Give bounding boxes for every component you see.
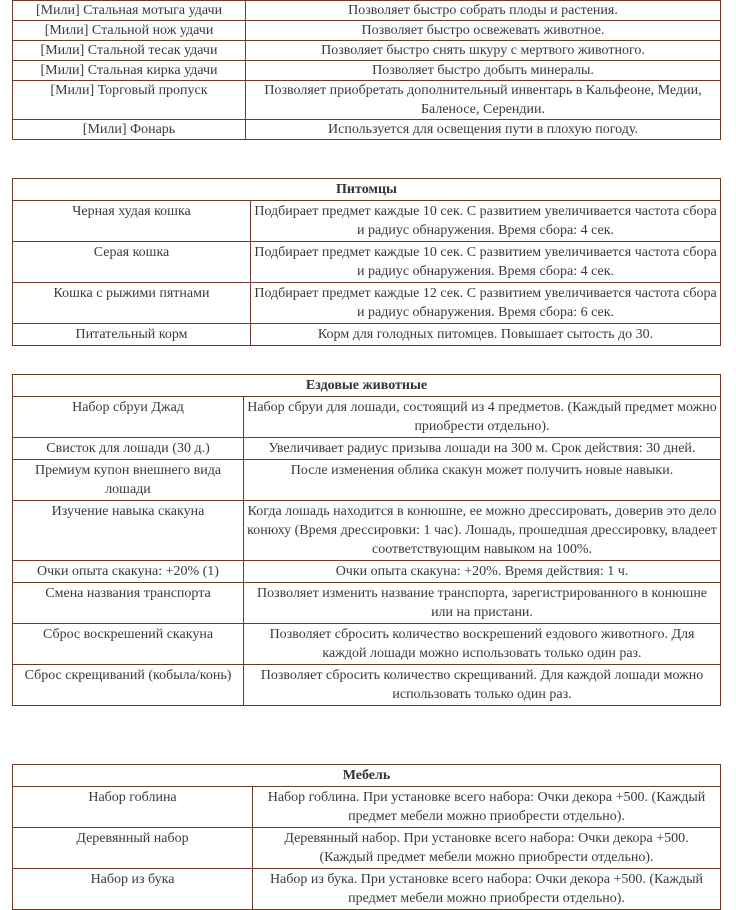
table-row (13, 460, 721, 501)
item-description: Увеличивает радиус призыва лошади на 300 м. Срок действия: 30 дней. (244, 438, 721, 460)
table-row (13, 81, 721, 120)
table-row (13, 501, 721, 561)
item-name: [Мили] Стальной нож удачи (13, 21, 246, 41)
table-row (13, 438, 721, 460)
table-header-row (13, 375, 721, 397)
item-name: Серая кошка (13, 242, 251, 283)
table-header-row (13, 765, 721, 787)
item-description: Позволяет сбросить количество воскрешений ездового животного. Для каждой лошади можно использовать только один раз. (244, 624, 721, 665)
item-description: Когда лошадь находится в конюшне, ее можно дрессировать, доверив это дело конюху (Время дрессировки: 1 час). Лошадь, прошедшая дрессировку, владеет соответствующим навыком на 100%. (244, 501, 721, 561)
item-description: Подбирает предмет каждые 10 сек. С развитием увеличивается частота сбора и радиус обнаружения. Время сбора: 4 сек. (251, 242, 721, 283)
table-row (13, 242, 721, 283)
item-name: [Мили] Стальной тесак удачи (13, 41, 246, 61)
item-name: Кошка с рыжими пятнами (13, 283, 251, 324)
table-row (13, 1, 721, 21)
table-row (13, 324, 721, 346)
item-description: Позволяет быстро снять шкуру с мертвого животного. (246, 41, 721, 61)
item-description: Очки опыта скакуна: +20%. Время действия: 1 ч. (244, 561, 721, 583)
item-name: Очки опыта скакуна: +20% (1) (13, 561, 244, 583)
table-row (13, 283, 721, 324)
item-description: Подбирает предмет каждые 12 сек. С развитием увеличивается частота сбора и радиус обнаружения. Время сбора: 6 сек. (251, 283, 721, 324)
table-row (13, 120, 721, 140)
table-row (13, 561, 721, 583)
item-name: Питательный корм (13, 324, 251, 346)
section-title: Ездовые животные (13, 375, 721, 397)
item-name: Набор из бука (13, 869, 253, 910)
item-name: [Мили] Торговый пропуск (13, 81, 246, 120)
item-description: Используется для освещения пути в плохую погоду. (246, 120, 721, 140)
item-name: [Мили] Стальная мотыга удачи (13, 1, 246, 21)
item-name: Изучение навыка скакуна (13, 501, 244, 561)
item-description: Корм для голодных питомцев. Повышает сытость до 30. (251, 324, 721, 346)
item-description: Позволяет быстро освежевать животное. (246, 21, 721, 41)
table-row (13, 869, 721, 910)
item-name: Набор сбруи Джад (13, 397, 244, 438)
mounts-table (12, 374, 721, 706)
item-description: Подбирает предмет каждые 10 сек. С развитием увеличивается частота сбора и радиус обнаружения. Время сбора: 4 сек. (251, 201, 721, 242)
item-name: Сброс скрещиваний (кобыла/конь) (13, 665, 244, 706)
furniture-table (12, 764, 721, 910)
item-description: Позволяет сбросить количество скрещиваний. Для каждой лошади можно использовать только один раз. (244, 665, 721, 706)
table-row (13, 624, 721, 665)
section-title: Питомцы (13, 179, 721, 201)
item-name: [Мили] Фонарь (13, 120, 246, 140)
section-title: Мебель (13, 765, 721, 787)
table-row (13, 61, 721, 81)
item-name: Премиум купон внешнего вида лошади (13, 460, 244, 501)
item-description: Набор из бука. При установке всего набора: Очки декора +500. (Каждый предмет мебели можно приобрести отдельно). (253, 869, 721, 910)
item-description: Набор гоблина. При установке всего набора: Очки декора +500. (Каждый предмет мебели можно приобрести отдельно). (253, 787, 721, 828)
table-header-row (13, 179, 721, 201)
table-row (13, 828, 721, 869)
table-row (13, 787, 721, 828)
item-name: Деревянный набор (13, 828, 253, 869)
item-description: Позволяет приобретать дополнительный инвентарь в Кальфеоне, Медии, Баленосе, Серендии. (246, 81, 721, 120)
item-name: Свисток для лошади (30 д.) (13, 438, 244, 460)
item-description: Позволяет быстро добыть минералы. (246, 61, 721, 81)
item-description: Набор сбруи для лошади, состоящий из 4 предметов. (Каждый предмет можно приобрести отдельно). (244, 397, 721, 438)
table-row (13, 41, 721, 61)
item-description: Позволяет быстро собрать плоды и растения. (246, 1, 721, 21)
item-name: Набор гоблина (13, 787, 253, 828)
item-name: [Мили] Стальная кирка удачи (13, 61, 246, 81)
table-row (13, 21, 721, 41)
pets-table (12, 178, 721, 346)
item-name: Сброс воскрешений скакуна (13, 624, 244, 665)
item-name: Черная худая кошка (13, 201, 251, 242)
item-description: После изменения облика скакун может получить новые навыки. (244, 460, 721, 501)
item-description: Позволяет изменить название транспорта, зарегистрированного в конюшне или на пристани. (244, 583, 721, 624)
table-row (13, 583, 721, 624)
table-row (13, 397, 721, 438)
tools-table (12, 0, 721, 140)
table-row (13, 665, 721, 706)
item-name: Смена названия транспорта (13, 583, 244, 624)
item-description: Деревянный набор. При установке всего набора: Очки декора +500. (Каждый предмет мебели можно приобрести отдельно). (253, 828, 721, 869)
table-row (13, 201, 721, 242)
